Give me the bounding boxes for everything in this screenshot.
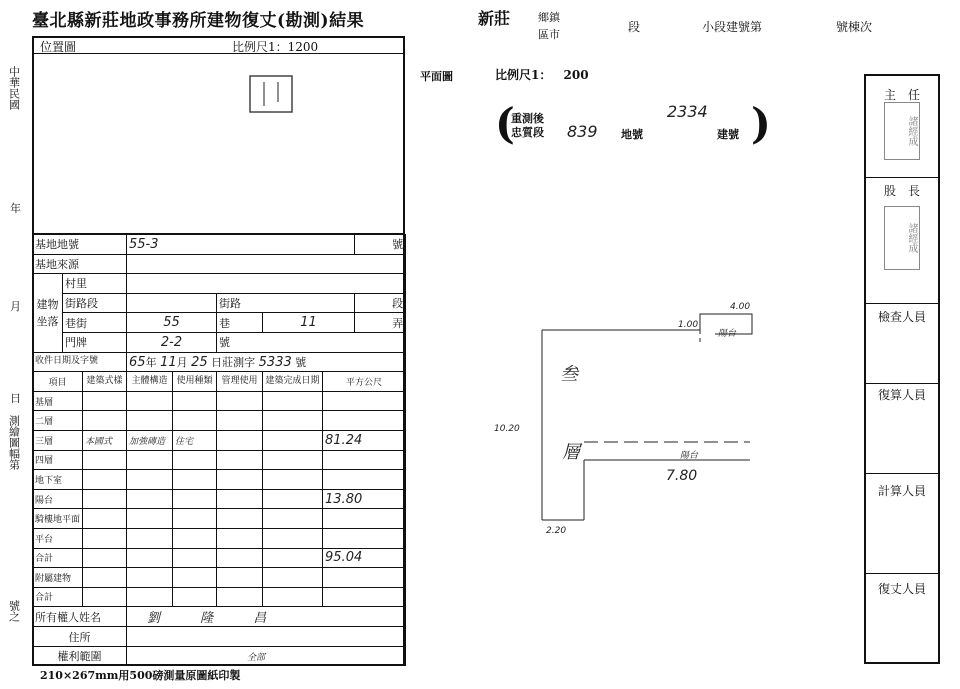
- floor-style: [83, 568, 127, 588]
- rights-value: 全部: [127, 646, 406, 666]
- plan-dim-3: 10.20: [494, 424, 520, 434]
- receive-suffix: 號: [295, 355, 307, 369]
- col-use: 使用種類: [173, 372, 217, 392]
- row-recheck: [866, 384, 938, 474]
- floor-area: 13.80: [323, 489, 406, 509]
- floor-manage: [217, 548, 263, 568]
- floor-struct: [127, 528, 173, 548]
- col-style: 建築式樣: [83, 372, 127, 392]
- col-manage: 管理使用: [217, 372, 263, 392]
- floor-complete-date: [263, 430, 323, 450]
- floor-struct: [127, 509, 173, 529]
- building-no-suffix: 號棟次: [836, 20, 873, 34]
- col-area: 平方公尺: [323, 372, 406, 392]
- signature-table: [864, 74, 940, 664]
- floor-struct: [127, 568, 173, 588]
- director-label: 主 任: [883, 88, 920, 102]
- floor-complete-date: [263, 470, 323, 490]
- stamp-section-chief: 諸經成: [884, 206, 920, 270]
- column-header-row: [33, 372, 406, 392]
- margin-survey-no: 測繪圖幅第: [7, 415, 21, 470]
- floor-row: [33, 391, 406, 411]
- floor-label: 附屬建物: [33, 568, 83, 588]
- floor-style: [83, 411, 127, 431]
- floor-struct: [127, 548, 173, 568]
- floor-area: 95.04: [323, 548, 406, 568]
- floor-use: [173, 509, 217, 529]
- floor-manage: [217, 489, 263, 509]
- floor-area: [323, 509, 406, 529]
- footer-note: 210×267mm用500磅測量原圖紙印製: [40, 669, 241, 682]
- floor-row: [33, 470, 406, 490]
- plan-dim-1: 1.00: [678, 320, 699, 330]
- floor-label: 三層: [33, 430, 83, 450]
- floor-area: [323, 450, 406, 470]
- lane-mid: 巷: [217, 313, 263, 333]
- owner-value: 劉 隆 昌: [127, 607, 406, 627]
- floor-manage: [217, 528, 263, 548]
- floor-row: [33, 587, 406, 607]
- road-value-blank: [127, 293, 217, 313]
- location-map-scale: 比例尺1：1200: [232, 40, 319, 54]
- resurvey-note: [495, 99, 771, 154]
- floor-style: [83, 587, 127, 607]
- floor-struct: [127, 489, 173, 509]
- calculator-label: 計算人員: [877, 484, 926, 498]
- section-chief-label: 股 長: [883, 184, 920, 198]
- floor-use: 住宅: [173, 430, 217, 450]
- receive-month: 11: [160, 354, 177, 370]
- surveyor-label: 復丈人員: [877, 582, 926, 596]
- floor-label: 平台: [33, 528, 83, 548]
- floor-label: 合計: [33, 548, 83, 568]
- base-land-no-label: 基地地號: [33, 235, 127, 255]
- section-suffix: 段: [628, 20, 641, 34]
- door-suffix: 號: [217, 332, 406, 352]
- row-surveyor: [866, 574, 938, 664]
- floor-row: [33, 528, 406, 548]
- floor-style: [83, 509, 127, 529]
- note-left: 重測後 忠質段: [511, 112, 544, 140]
- location-map-header: [32, 36, 405, 54]
- township-label-top: 鄉鎮: [538, 11, 560, 24]
- plan-dim-5: 2.20: [546, 526, 567, 536]
- floor-complete-date: [263, 411, 323, 431]
- floor-use: [173, 470, 217, 490]
- floor-manage: [217, 568, 263, 588]
- road-value: 街路: [217, 293, 355, 313]
- floor-manage: [217, 391, 263, 411]
- col-struct: 主體構造: [127, 372, 173, 392]
- lane-label: 巷街: [63, 313, 127, 333]
- land-no: 839: [567, 122, 598, 141]
- floor-use: [173, 450, 217, 470]
- floor-label: 四層: [33, 450, 83, 470]
- margin-year: 年: [10, 202, 21, 215]
- margin-republic: 中華民國: [7, 66, 21, 110]
- floor-area: [323, 411, 406, 431]
- floor-complete-date: [263, 450, 323, 470]
- receive-value: 65年 11月 25 日莊測字 5333 號: [127, 352, 406, 372]
- floor-row: [33, 450, 406, 470]
- floor-struct: [127, 391, 173, 411]
- floor-area: [323, 587, 406, 607]
- floor-style: [83, 548, 127, 568]
- floor-struct: [127, 587, 173, 607]
- plan-scale-value: 200: [563, 68, 589, 82]
- owner-label: 所有權人姓名: [33, 607, 127, 627]
- floor-style: [83, 489, 127, 509]
- floor-use: [173, 528, 217, 548]
- floor-style: [83, 391, 127, 411]
- floor-use: [173, 489, 217, 509]
- floor-manage: [217, 470, 263, 490]
- bracket-right: ): [751, 99, 771, 148]
- receive-label: 收件日期及字號: [33, 352, 127, 372]
- receive-year: 65: [129, 354, 146, 370]
- door-label: 門牌: [63, 332, 127, 352]
- floor-struct: [127, 450, 173, 470]
- floor-row: [33, 411, 406, 431]
- floor-row: [33, 568, 406, 588]
- location-sketch: [242, 72, 312, 132]
- floor-row: [33, 509, 406, 529]
- building-no: 2334: [667, 102, 708, 121]
- row-calculator: [866, 474, 938, 574]
- floor-area: [323, 568, 406, 588]
- floor-struct: [127, 411, 173, 431]
- road-label: 街路段: [63, 293, 127, 313]
- plan-balcony-top: 陽台: [718, 329, 737, 339]
- floor-row: [33, 430, 406, 450]
- village-value: [127, 274, 406, 294]
- door-value: 2-2: [127, 332, 217, 352]
- floor-struct: 加強磚造: [127, 430, 173, 450]
- plan-room-2: 層: [562, 442, 580, 463]
- village-label: 村里: [63, 274, 127, 294]
- location-map-label: 位置圖: [40, 40, 77, 54]
- recheck-label: 復算人員: [877, 388, 926, 402]
- floor-manage: [217, 411, 263, 431]
- plan-dim-4: 7.80: [666, 468, 698, 484]
- lane-value: 55: [127, 313, 217, 333]
- floor-label: 地下室: [33, 470, 83, 490]
- alley-suffix: 弄: [355, 313, 406, 333]
- base-source-label: 基地來源: [33, 254, 127, 274]
- floor-label: 二層: [33, 411, 83, 431]
- land-no-label: 地號: [621, 128, 643, 141]
- floor-complete-date: [263, 391, 323, 411]
- receive-day: 25: [191, 354, 208, 370]
- subsection-label: 小段建號第: [702, 20, 763, 34]
- floor-area: [323, 528, 406, 548]
- floor-complete-date: [263, 509, 323, 529]
- floor-label: 陽台: [33, 489, 83, 509]
- floor-row: [33, 548, 406, 568]
- plan-balcony-bottom: 陽台: [680, 451, 699, 461]
- floor-manage: [217, 587, 263, 607]
- building-no-label: 建號: [717, 128, 739, 141]
- floor-use: [173, 411, 217, 431]
- floor-use: [173, 587, 217, 607]
- stamp-director: 諸經成: [884, 102, 920, 160]
- build-sit-label: 建物坐落: [33, 274, 63, 352]
- floor-use: [173, 548, 217, 568]
- bracket-left: (: [495, 99, 515, 148]
- inspector-label: 檢查人員: [877, 310, 926, 324]
- address-label: 住所: [33, 627, 127, 647]
- floor-manage: [217, 509, 263, 529]
- floor-complete-date: [263, 528, 323, 548]
- margin-number: 號之: [7, 600, 21, 622]
- base-source-value: [127, 254, 406, 274]
- floor-complete-date: [263, 548, 323, 568]
- floor-row: [33, 489, 406, 509]
- address-value: [127, 627, 406, 647]
- floor-complete-date: [263, 568, 323, 588]
- alley-value: 11: [263, 313, 355, 333]
- floor-complete-date: [263, 489, 323, 509]
- floor-label: 合計: [33, 587, 83, 607]
- floor-area: [323, 470, 406, 490]
- plan-scale-label: 比例尺1：: [495, 68, 552, 82]
- floor-style: [83, 528, 127, 548]
- floor-label: 騎樓地平面: [33, 509, 83, 529]
- base-land-no-value: 55-3: [127, 235, 355, 255]
- floor-label: 基層: [33, 391, 83, 411]
- margin-month: 月: [10, 300, 21, 313]
- township-label-bottom: 區市: [538, 27, 560, 41]
- col-complete-date: 建築完成日期: [263, 372, 323, 392]
- township-label: [538, 10, 560, 43]
- floor-manage: [217, 430, 263, 450]
- col-item: 項目: [33, 372, 83, 392]
- receive-no: 5333: [258, 354, 292, 370]
- document-title: 臺北縣新莊地政事務所建物復丈(勘測)結果: [32, 11, 365, 31]
- rights-label: 權利範圍: [33, 646, 127, 666]
- base-land-no-suffix: 號: [355, 235, 406, 255]
- floor-style: 本國式: [83, 430, 127, 450]
- floor-area: 81.24: [323, 430, 406, 450]
- row-inspector: [866, 304, 938, 384]
- road-suffix: 段: [355, 293, 406, 313]
- floor-use: [173, 391, 217, 411]
- floor-struct: [127, 470, 173, 490]
- floor-use: [173, 568, 217, 588]
- floor-style: [83, 450, 127, 470]
- floor-manage: [217, 450, 263, 470]
- floor-style: [83, 470, 127, 490]
- plan-scale: [495, 66, 589, 83]
- plan-dim-2: 4.00: [730, 302, 751, 312]
- floor-rows: [33, 391, 406, 607]
- plan-room-1: 叁: [560, 364, 578, 385]
- district-name: 新莊: [478, 9, 511, 28]
- margin-day: 日: [10, 392, 21, 405]
- floor-area: [323, 391, 406, 411]
- receive-text: 日莊測字: [211, 355, 256, 369]
- location-map: [32, 36, 405, 234]
- building-form-table: [32, 234, 406, 666]
- floor-complete-date: [263, 587, 323, 607]
- plan-label: 平面圖: [420, 70, 453, 83]
